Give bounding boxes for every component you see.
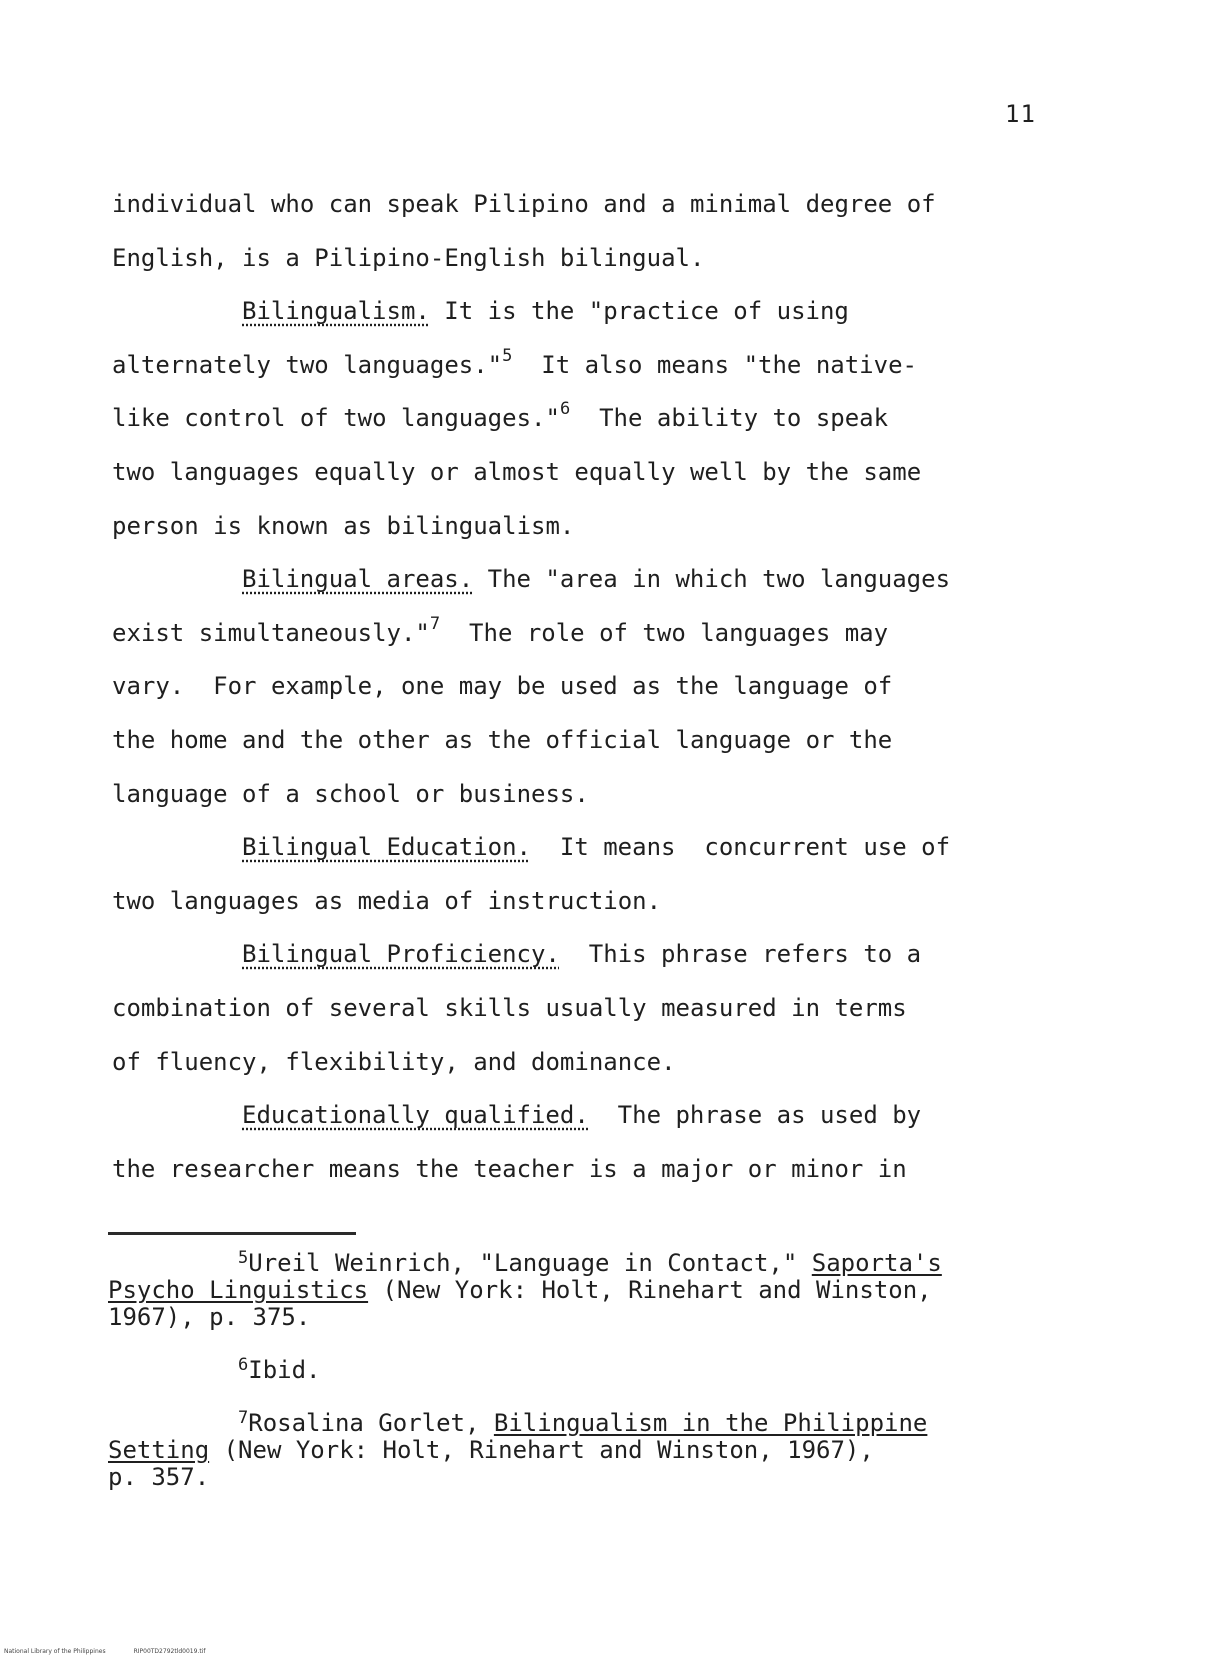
footnote-7	[108, 1410, 1068, 1437]
footnote-spacer	[108, 1331, 1068, 1357]
footnote-ref-5: 5	[502, 345, 513, 366]
text-fragment: like control of two languages."	[112, 404, 560, 433]
footnote-mark-5: 5	[238, 1248, 249, 1268]
file-id: RIP00TD2792tld0019.tif	[133, 1648, 206, 1655]
text-line: of fluency, flexibility, and dominance.	[112, 1047, 676, 1076]
term-bilingual-proficiency: Bilingual Proficiency.	[242, 940, 560, 969]
text-line: two languages as media of instruction.	[112, 886, 662, 915]
footnote-title: Setting	[108, 1436, 210, 1464]
footnote-mark-7: 7	[238, 1408, 249, 1428]
text-line	[112, 607, 1072, 661]
text-line	[112, 392, 1072, 446]
paragraph-bilingual-proficiency	[112, 928, 1072, 982]
text-fragment: The ability to speak	[570, 404, 889, 433]
footnote-ref-6: 6	[559, 399, 571, 420]
footnote-divider	[108, 1232, 356, 1235]
text-line: combination of several skills usually measured in terms	[112, 993, 907, 1022]
paragraph-bilingual-education	[112, 821, 1072, 875]
term-educationally-qualified: Educationally qualified.	[242, 1101, 589, 1130]
footnote-publisher: (New York: Holt, Rinehart and Winston, 1967),	[209, 1436, 874, 1464]
text-line: English, is a Pilipino-English bilingual.	[112, 243, 705, 272]
text-line	[112, 339, 1072, 393]
text-fragment: The "area in which two languages	[473, 565, 951, 594]
text-fragment: It means concurrent use of	[530, 833, 951, 862]
text-line: the researcher means the teacher is a major or minor in	[112, 1154, 907, 1183]
text-line: language of a school or business.	[112, 779, 589, 808]
text-fragment: This phrase refers to a	[559, 940, 922, 969]
text-line: two languages equally or almost equally well by the same	[112, 457, 922, 486]
term-bilingualism: Bilingualism.	[242, 297, 430, 326]
footnotes	[108, 1250, 1068, 1491]
footnote-5-end: 1967), p. 375.	[108, 1303, 311, 1331]
scan-footer	[4, 1648, 233, 1655]
paragraph-educationally-qualified	[112, 1089, 1072, 1143]
footnote-title: Psycho Linguistics	[108, 1276, 369, 1304]
library-credit: National Library of the Philippines	[4, 1648, 106, 1655]
footnote-author: Ureil Weinrich, "Language in Contact,"	[248, 1249, 812, 1277]
text-fragment: It also means "the native-	[512, 350, 917, 379]
text-fragment: The role of two languages may	[440, 618, 889, 647]
footnote-publisher: (New York: Holt, Rinehart and Winston,	[368, 1276, 932, 1304]
footnote-title: Saporta's	[811, 1249, 942, 1277]
text-fragment: It is the "practice of using	[429, 297, 849, 326]
paragraph-bilingual-areas	[112, 553, 1072, 607]
body-text	[112, 178, 1072, 1196]
footnote-ref-7: 7	[429, 613, 441, 634]
text-fragment: alternately two languages."	[112, 350, 503, 379]
term-bilingual-areas: Bilingual areas.	[242, 565, 474, 594]
footnote-5-cont	[108, 1277, 1068, 1304]
footnote-mark-6: 6	[238, 1355, 249, 1375]
footnote-title: Bilingualism in the Philippine	[493, 1409, 928, 1437]
text-fragment: exist simultaneously."	[112, 618, 430, 647]
term-bilingual-education: Bilingual Education.	[242, 833, 531, 862]
page-number: 11	[1005, 100, 1036, 128]
footnote-7-cont	[108, 1437, 1068, 1464]
footnote-6	[108, 1357, 1068, 1384]
footnote-5	[108, 1250, 1068, 1277]
footnote-author: Rosalina Gorlet,	[248, 1409, 494, 1437]
text-line: person is known as bilingualism.	[112, 511, 575, 540]
text-line: the home and the other as the official language or the	[112, 725, 893, 754]
text-fragment: The phrase as used by	[588, 1101, 922, 1130]
text-line: individual who can speak Pilipino and a minimal degree of	[112, 190, 936, 218]
paragraph-bilingualism	[112, 285, 1072, 339]
text-line: vary. For example, one may be used as the language of	[112, 672, 893, 701]
footnote-7-end: p. 357.	[108, 1463, 210, 1491]
footnote-spacer	[108, 1384, 1068, 1410]
footnote-text: Ibid.	[248, 1356, 321, 1384]
